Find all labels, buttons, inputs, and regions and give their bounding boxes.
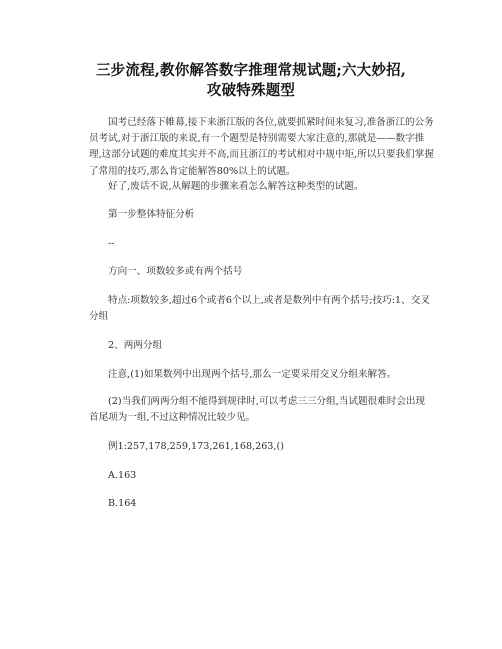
direction-one-heading: 方向一、项数较多或有两个括号 <box>108 266 243 277</box>
note-two-paragraph: (2)当我们两两分组不能得到规律时,可以考虑三三分组,当试题很难时会出现首尾项为一组,不过这种情况比较少见。 <box>89 396 426 424</box>
step-one-heading: 第一步整体特征分析 <box>108 209 195 220</box>
separator-line: -- <box>108 238 115 249</box>
option-a: A.163 <box>108 470 137 481</box>
document-title-line-1: 三步流程,教你解答数字推理常规试题;六大妙招, <box>95 62 407 79</box>
transition-paragraph: 好了,废话不说,从解题的步骤来看怎么解答这种类型的试题。 <box>108 181 364 192</box>
intro-paragraph: 国考已经落下帷幕,接下来浙江版的各位,就要抓紧时间来复习,准备浙江的公务员考试,对于浙江版的来说,有一个题型是特别需要大家注意的,那就是——数字推理,这部分试题的难度其实并不高,而且浙江的考试相对中规中矩,所以只要我们掌握了常用的技巧,那么肯定能解答80%以上的试题。 <box>89 117 434 177</box>
technique-two: 2、两两分组 <box>108 340 163 351</box>
option-b: B.164 <box>108 498 137 509</box>
document-title-line-2: 攻破特殊题型 <box>206 82 296 99</box>
note-one-paragraph: 注意,(1)如果数列中出现两个括号,那么一定要采用交叉分组来解答。 <box>108 369 397 380</box>
features-paragraph: 特点:项数较多,超过6个或者6个以上,或者是数列中有两个括号;技巧:1、交叉分组 <box>89 295 430 323</box>
example-one: 例1:257,178,259,173,261,168,263,() <box>108 441 284 452</box>
